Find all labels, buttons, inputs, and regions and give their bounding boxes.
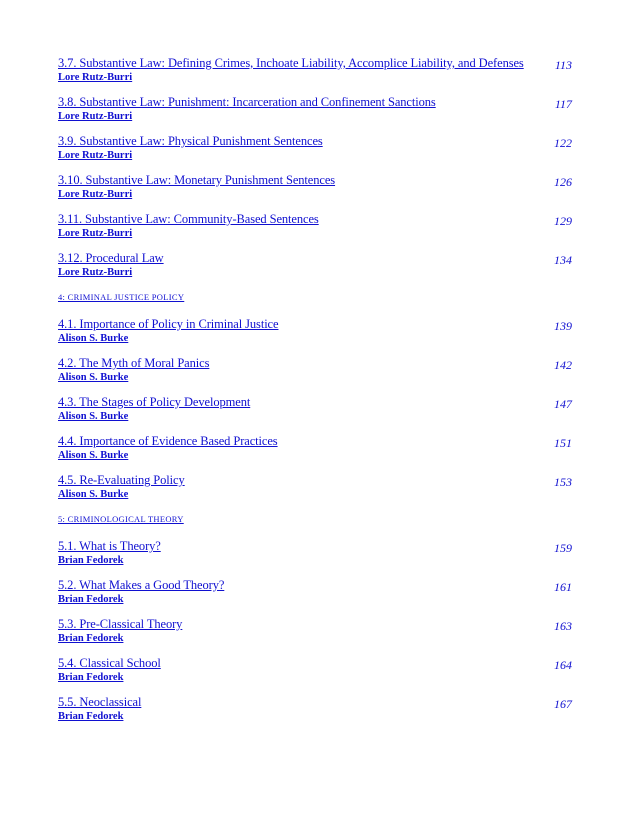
toc-entry-page[interactable]: 142 <box>554 358 572 372</box>
toc-entry-author[interactable]: Alison S. Burke <box>58 372 129 383</box>
toc-entry-author[interactable]: Lore Rutz-Burri <box>58 189 133 200</box>
toc-entry[interactable] <box>58 656 578 695</box>
section-heading-label[interactable]: 4: CRIMINAL JUSTICE POLICY <box>58 292 185 302</box>
toc-entry[interactable] <box>58 473 578 512</box>
toc-entry-author[interactable]: Lore Rutz-Burri <box>58 150 133 161</box>
section-heading[interactable] <box>58 290 578 317</box>
toc-entry-author[interactable]: Alison S. Burke <box>58 450 129 461</box>
toc-entry-page[interactable]: 151 <box>554 436 572 450</box>
toc-entry[interactable] <box>58 617 578 656</box>
toc-entry-title[interactable]: 5.2. What Makes a Good Theory? <box>58 578 225 592</box>
toc-entry-page[interactable]: 129 <box>554 214 572 228</box>
toc-entry-page[interactable]: 163 <box>554 619 572 633</box>
toc-entry-title[interactable]: 4.5. Re-Evaluating Policy <box>58 473 185 487</box>
toc-entry-title[interactable]: 4.3. The Stages of Policy Development <box>58 395 251 409</box>
toc-entry-page[interactable]: 164 <box>554 658 572 672</box>
toc-entry-title[interactable]: 4.2. The Myth of Moral Panics <box>58 356 210 370</box>
toc-entry[interactable] <box>58 212 578 251</box>
toc-entry-author[interactable]: Brian Fedorek <box>58 672 124 683</box>
toc-entry-page[interactable]: 139 <box>554 319 572 333</box>
toc-entry-title[interactable]: 3.9. Substantive Law: Physical Punishment Sentences <box>58 134 323 148</box>
toc-entry-page[interactable]: 159 <box>554 541 572 555</box>
toc-entry-author[interactable]: Alison S. Burke <box>58 333 129 344</box>
toc-entry-author[interactable]: Lore Rutz-Burri <box>58 111 133 122</box>
toc-entry-title[interactable]: 3.10. Substantive Law: Monetary Punishment Sentences <box>58 173 336 187</box>
toc-entry-page[interactable]: 153 <box>554 475 572 489</box>
toc-entry-author[interactable]: Lore Rutz-Burri <box>58 72 133 83</box>
toc-entry-title[interactable]: 4.1. Importance of Policy in Criminal Justice <box>58 317 279 331</box>
toc-entry-page[interactable]: 126 <box>554 175 572 189</box>
toc-entry-title[interactable]: 3.12. Procedural Law <box>58 251 164 265</box>
toc-entry[interactable] <box>58 134 578 173</box>
toc-entry[interactable] <box>58 356 578 395</box>
toc-entry-title[interactable]: 4.4. Importance of Evidence Based Practices <box>58 434 278 448</box>
toc-entry-author[interactable]: Lore Rutz-Burri <box>58 228 133 239</box>
toc-entry-page[interactable]: 147 <box>554 397 572 411</box>
toc-entry-author[interactable]: Alison S. Burke <box>58 411 129 422</box>
toc-entry-title[interactable]: 5.3. Pre-Classical Theory <box>58 617 183 631</box>
toc-entry-page[interactable]: 122 <box>554 136 572 150</box>
toc-entry-author[interactable]: Lore Rutz-Burri <box>58 267 133 278</box>
toc-entry-title[interactable]: 3.7. Substantive Law: Defining Crimes, Inchoate Liability, Accomplice Liability, and Defenses <box>58 56 524 70</box>
toc-entry-page[interactable]: 167 <box>554 697 572 711</box>
toc-entry-author[interactable]: Brian Fedorek <box>58 594 124 605</box>
toc-entry-page[interactable]: 113 <box>554 58 572 72</box>
toc-entry-author[interactable]: Brian Fedorek <box>58 633 124 644</box>
toc-entry[interactable] <box>58 695 578 734</box>
toc-entry[interactable] <box>58 56 578 95</box>
toc-entry[interactable] <box>58 578 578 617</box>
toc-entry-title[interactable]: 3.11. Substantive Law: Community-Based Sentences <box>58 212 319 226</box>
section-heading[interactable] <box>58 512 578 539</box>
toc-entry-title[interactable]: 5.5. Neoclassical <box>58 695 142 709</box>
section-heading-label[interactable]: 5: CRIMINOLOGICAL THEORY <box>58 514 184 524</box>
toc-entry[interactable] <box>58 434 578 473</box>
toc-entry-author[interactable]: Brian Fedorek <box>58 711 124 722</box>
toc-entry-page[interactable]: 117 <box>554 97 572 111</box>
toc-entry[interactable] <box>58 251 578 290</box>
table-of-contents <box>58 56 578 734</box>
toc-entry-title[interactable]: 5.1. What is Theory? <box>58 539 161 553</box>
toc-entry[interactable] <box>58 317 578 356</box>
toc-entry[interactable] <box>58 539 578 578</box>
toc-entry-author[interactable]: Brian Fedorek <box>58 555 124 566</box>
toc-entry-page[interactable]: 161 <box>554 580 572 594</box>
toc-entry-author[interactable]: Alison S. Burke <box>58 489 129 500</box>
toc-entry-title[interactable]: 3.8. Substantive Law: Punishment: Incarceration and Confinement Sanctions <box>58 95 436 109</box>
toc-entry[interactable] <box>58 395 578 434</box>
toc-entry-page[interactable]: 134 <box>554 253 572 267</box>
toc-entry[interactable] <box>58 95 578 134</box>
toc-entry[interactable] <box>58 173 578 212</box>
toc-entry-title[interactable]: 5.4. Classical School <box>58 656 161 670</box>
